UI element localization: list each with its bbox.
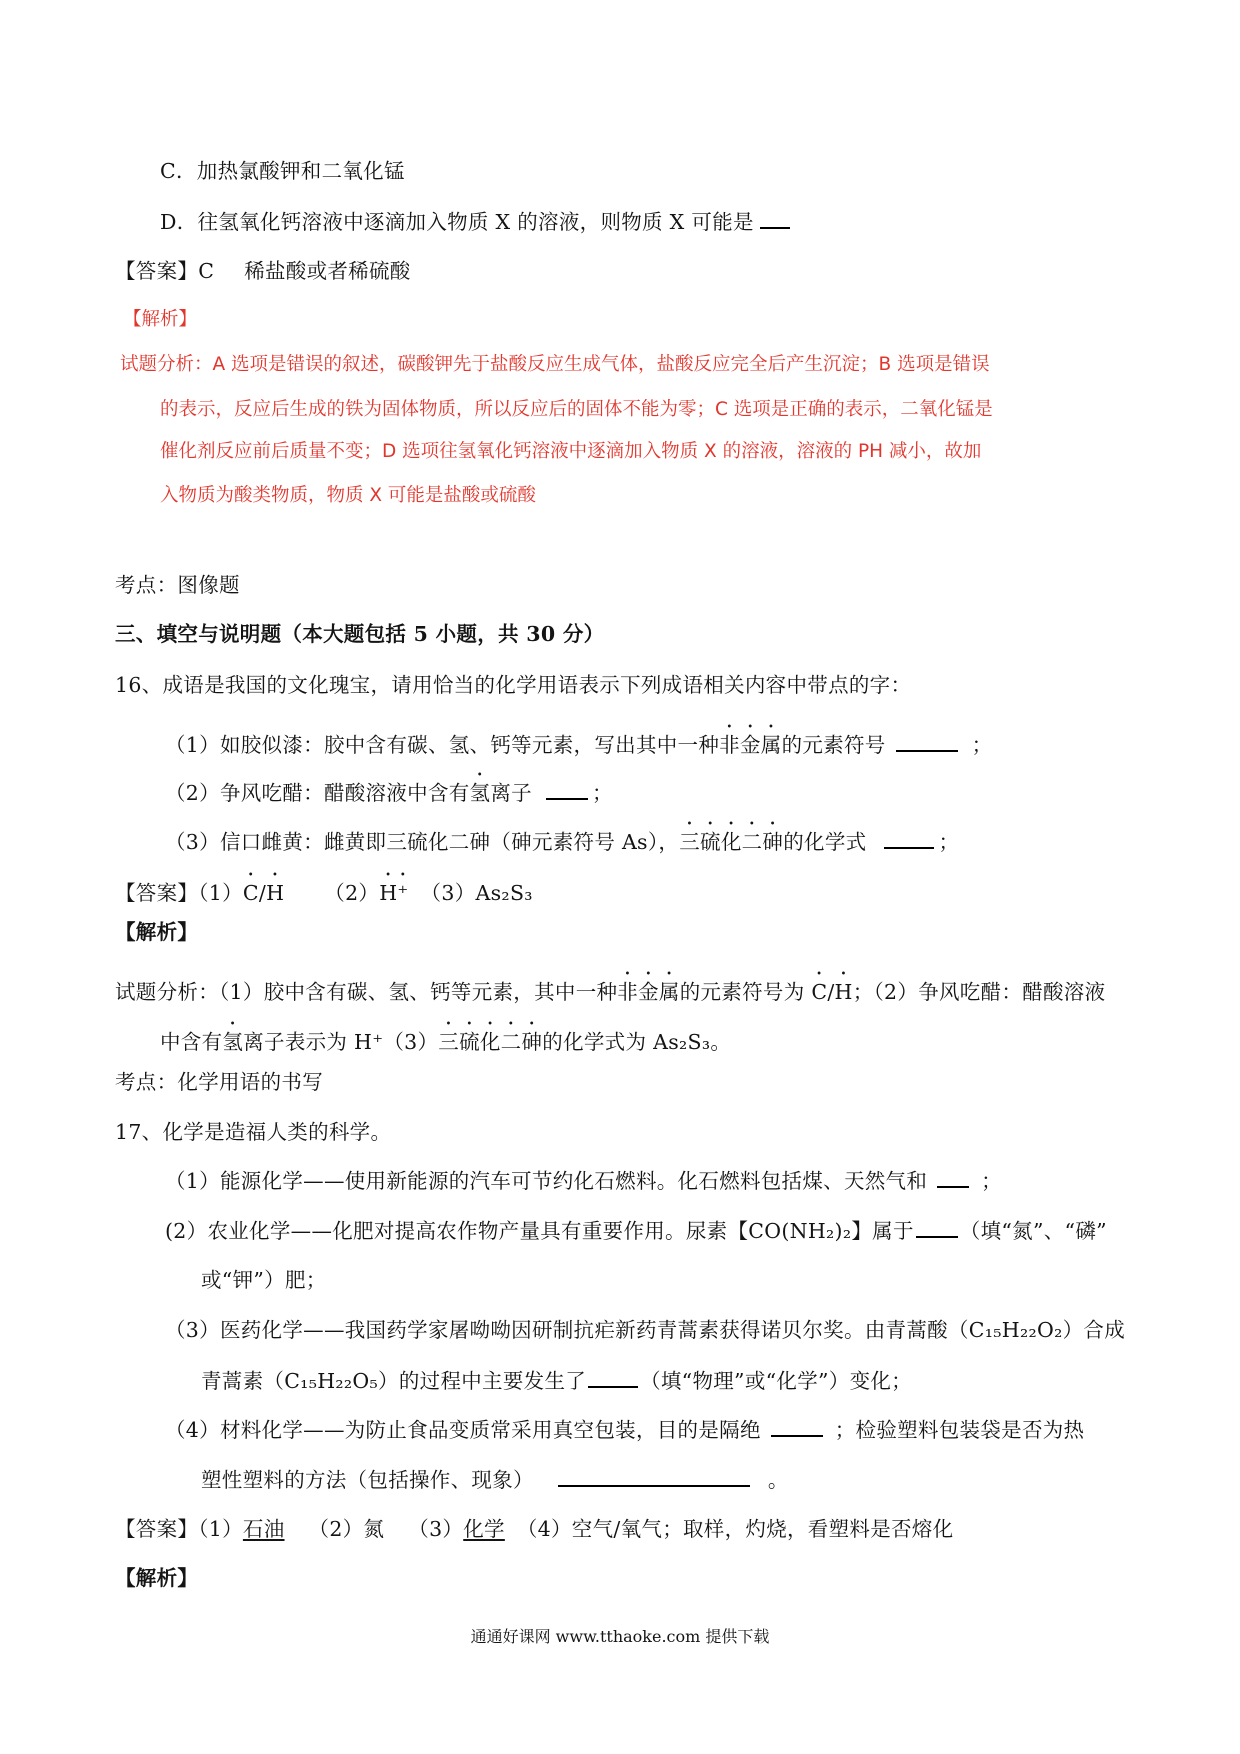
q16-analysis-line [115, 969, 1105, 1006]
answer-label: 【答案】C [115, 259, 215, 283]
item-text: 的化学式 [783, 830, 867, 854]
section-title: 三、填空与说明题（本大题包括 5 小题，共 30 分） [115, 622, 605, 646]
dotted-text: 氢 [469, 781, 491, 805]
item-text: （填“氮”、“磷” [959, 1219, 1107, 1243]
analysis-text: ；（2）争风吃醋：醋酸溶液 [852, 980, 1106, 1004]
answer-number: （3） [420, 881, 476, 905]
q17-item-2-continued: 或“钾”）肥； [201, 1268, 327, 1292]
answer-blank [896, 732, 958, 752]
q16-stem: 16、成语是我国的文化瑰宝，请用恰当的化学用语表示下列成语相关内容中带点的字： [115, 673, 912, 697]
analysis-text: 试题分析：（1）胶中含有碳、氢、钙等元素，其中一种 [115, 980, 618, 1004]
q15-option-c: C．加热氯酸钾和二氧化锰 [160, 159, 405, 183]
item-text: 青蒿素（C₁₅H₂₂O₅）的过程中主要发生了 [201, 1369, 587, 1393]
answer-text: 石油 [242, 1517, 285, 1541]
analysis-text: 的元素符号为 [679, 980, 812, 1004]
q15-analysis-line: 催化剂反应前后质量不变；D 选项往氢氧化钙溶液中逐滴加入物质 X 的溶液，溶液的 PH 减小，故加 [160, 441, 982, 462]
item-text: 。 [767, 1468, 789, 1492]
q15-analysis-line: 的表示，反应后生成的铁为固体物质，所以反应后的固体不能为零；C 选项是正确的表示，二氧化锰是 [160, 399, 993, 420]
dotted-text: 三硫化二砷 [438, 1030, 543, 1054]
item-text: （1）能源化学——使用新能源的汽车可节约化石燃料。化石燃料包括煤、天然气和 [165, 1169, 928, 1193]
answer-blank [588, 1368, 638, 1388]
q16-item-3 [165, 819, 959, 856]
q16-item-1 [165, 722, 992, 759]
answer-label: 【答案】 [115, 1517, 199, 1541]
q17-analysis-label: 【解析】 [115, 1566, 199, 1590]
answer-blank [937, 1168, 969, 1188]
q15-option-d [160, 208, 796, 236]
answer-text: As₂S₃ [475, 881, 533, 905]
item-text: ； [981, 1169, 1002, 1193]
item-text: （4）材料化学——为防止食品变质常采用真空包装，目的是隔绝 [165, 1418, 761, 1442]
answer-blank [558, 1467, 750, 1487]
answer-text: 稀盐酸或者稀硫酸 [244, 259, 411, 283]
answer-number: （2） [324, 881, 380, 905]
item-text: （2）争风吃醋：醋酸溶液中含有 [165, 781, 470, 805]
q17-item-3-continued [201, 1367, 912, 1395]
q15-analysis-line: 入物质为酸类物质，物质 X 可能是盐酸或硫酸 [160, 485, 536, 506]
q17-item-4-continued [201, 1466, 789, 1494]
item-text: 的元素符号 [781, 733, 886, 757]
answer-text: C/H [242, 881, 285, 905]
item-text: ； [971, 733, 993, 757]
q15-analysis-line: 试题分析：A 选项是错误的叙述，碳酸钾先于盐酸反应生成气体，盐酸反应完全后产生沉淀；B 选项是错误 [120, 354, 990, 375]
analysis-text: 离子表示为 H⁺（3） [243, 1030, 439, 1054]
answer-blank [884, 829, 934, 849]
q16-analysis-label: 【解析】 [115, 920, 199, 944]
answer-number: （2） [308, 1517, 364, 1541]
item-text: ； [591, 781, 613, 805]
page-footer: 通通好课网 www.tthaoke.com 提供下载 [470, 1627, 770, 1646]
analysis-text: 中含有 [160, 1030, 223, 1054]
item-text: ； [938, 830, 960, 854]
q17-stem: 17、化学是造福人类的科学。 [115, 1120, 392, 1144]
answer-blank [916, 1218, 958, 1238]
q17-item-3: （3）医药化学——我国药学家屠呦呦因研制抗疟新药青蒿素获得诺贝尔奖。由青蒿酸（C₁₅H₂₂O₂）合成 [165, 1318, 1125, 1342]
answer-number: （1） [198, 1517, 243, 1541]
item-text: （1）如胶似漆：胶中含有碳、氢、钙等元素，写出其中一种 [165, 733, 720, 757]
q15-analysis-label: 【解析】 [123, 309, 198, 330]
item-text: (2）农业化学——化肥对提高农作物产量具有重要作用。尿素【CO(NH₂)₂】属于 [165, 1219, 914, 1243]
analysis-text: 的化学式为 As₂S₃。 [542, 1030, 732, 1054]
q17-item-1 [165, 1167, 1002, 1195]
dotted-text: 非金属 [617, 980, 680, 1004]
item-text: ；检验塑料包装袋是否为热 [834, 1418, 1085, 1442]
q17-answer [115, 1515, 953, 1543]
q15-answer [115, 257, 411, 285]
q15-option-d-text: D．往氢氧化钙溶液中逐滴加入物质 X 的溶液，则物质 X 可能是 [160, 210, 754, 234]
answer-text: 空气/氧气；取样，灼烧，看塑料是否熔化 [571, 1517, 954, 1541]
item-text: 塑性塑料的方法（包括操作、现象） [201, 1468, 534, 1492]
q16-kaodian: 考点：化学用语的书写 [115, 1070, 323, 1094]
q15-kaodian: 考点：图像题 [115, 573, 240, 597]
dotted-text: 非金属 [719, 733, 782, 757]
answer-text: 氮 [363, 1517, 385, 1541]
q16-answer [115, 870, 533, 907]
item-text: （填“物理”或“化学”）变化； [640, 1369, 912, 1393]
dotted-text: C/H [811, 980, 853, 1004]
answer-text: 化学 [463, 1517, 505, 1541]
answer-number: （4） [516, 1517, 572, 1541]
answer-blank [760, 209, 790, 229]
q17-item-4 [165, 1416, 1084, 1444]
item-text: 离子 [490, 781, 532, 805]
answer-text: H⁺ [379, 881, 409, 905]
answer-number: （3） [408, 1517, 464, 1541]
dotted-text: 三硫化二砷 [679, 830, 784, 854]
answer-number: （1） [198, 881, 243, 905]
q16-item-2 [165, 770, 613, 807]
dotted-text: 氢 [222, 1030, 244, 1054]
item-text: （3）信口雌黄：雌黄即三硫化二砷（砷元素符号 As）， [165, 830, 680, 854]
q17-item-2 [165, 1217, 1107, 1245]
answer-blank [546, 780, 588, 800]
answer-blank [771, 1417, 823, 1437]
answer-label: 【答案】 [115, 881, 199, 905]
q16-analysis-line [160, 1019, 731, 1056]
